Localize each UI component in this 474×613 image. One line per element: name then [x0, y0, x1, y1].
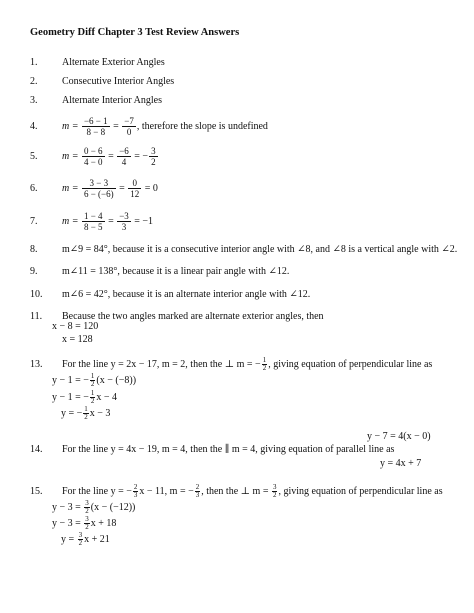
answer-8: 8. m∠9 = 84°, because it is a consecutive interior angle with ∠8, and ∠8 is a vertical angle with ∠2. — [30, 244, 458, 255]
answer-10: 10. m∠6 = 42°, because it is an alternate interior angle with ∠12. — [30, 289, 311, 300]
answer-14: 14. For the line y = 4x − 19, m = 4, then the ∥ m = 4, giving equation of parallel line as — [30, 444, 395, 455]
equation-line: y = − $\frac{1}{2}$ x − 3 — [61, 405, 111, 421]
fraction: $\frac{-3}{3}$ — [119, 211, 129, 232]
equation-line: y = 4x + 7 — [380, 458, 422, 469]
fraction: $\frac{0}{12}$ — [130, 178, 140, 199]
fraction: $\frac{1 - 4}{8 - 5}$ — [83, 211, 103, 232]
page-title: Geometry Diff Chapter 3 Test Review Answers — [30, 27, 240, 38]
answer-2: 2. Consecutive Interior Angles — [30, 76, 175, 87]
equation-line: y − 1 = − $\frac{1}{2}$ x − 4 — [52, 389, 118, 405]
equation-line: y − 1 = − $\frac{1}{2}$ (x − (−8)) — [52, 372, 137, 388]
equation-line: y − 3 = $\frac{3}{2}$ x + 18 — [52, 515, 117, 531]
fraction: $\frac{3}{2}$ — [272, 483, 277, 499]
fraction: $\frac{-6 - 1}{8 - 8}$ — [83, 116, 108, 137]
answer-6: 6. m = $\frac{3 - 3}{6 - (-6)}$ = $\frac{0}{12}$ = 0 — [30, 178, 158, 199]
fraction: $\frac{1}{2}$ — [90, 372, 95, 388]
answer-13: 13. For the line y = 2x − 17, m = 2, then the ⊥ m = − $\frac{1}{2}$ , giving equation of perpendicular line as — [30, 356, 433, 372]
answer-5: 5. m = $\frac{0 - 6}{4 - 0}$ = $\frac{-6}{4}$ = − $\frac{3}{2}$ — [30, 146, 156, 167]
fraction: $\frac{-6}{4}$ — [119, 146, 129, 167]
answer-15: 15. For the line y = − $\frac{2}{3}$ x − 11, m = − $\frac{2}{3}$ , then the ⊥ m = $\frac{3}{2}$ , giving equation of perpendicular line as — [30, 483, 443, 499]
equation-line: y = $\frac{3}{2}$ x + 21 — [61, 531, 110, 547]
fraction: $\frac{-7}{0}$ — [124, 116, 134, 137]
equation-line: x − 8 = 120 — [52, 321, 99, 332]
fraction: $\frac{3 - 3}{6 - (-6)}$ — [83, 178, 114, 199]
fraction: $\frac{3}{2}$ — [78, 531, 83, 547]
fraction: $\frac{3}{2}$ — [151, 146, 156, 167]
answer-9: 9. m∠11 = 138°, because it is a linear pair angle with ∠12. — [30, 266, 290, 277]
fraction: $\frac{2}{3}$ — [195, 483, 200, 499]
answer-4: 4. m = $\frac{-6 - 1}{8 - 8}$ = $\frac{-7}{0}$ , therefore the slope is undefined — [30, 116, 268, 137]
fraction: $\frac{0 - 6}{4 - 0}$ — [83, 146, 103, 167]
equation-line: x = 128 — [62, 334, 93, 345]
answer-11: 11. Because the two angles marked are alternate exterior angles, then — [30, 311, 324, 322]
fraction: $\frac{1}{2}$ — [262, 356, 267, 372]
fraction: $\frac{1}{2}$ — [90, 389, 95, 405]
fraction: $\frac{3}{2}$ — [85, 515, 89, 531]
fraction: $\frac{3}{2}$ — [85, 499, 89, 515]
equation-line: y − 7 = 4(x − 0) — [367, 431, 431, 442]
fraction: $\frac{1}{2}$ — [84, 405, 88, 421]
equation-line: y − 3 = $\frac{3}{2}$ (x − (−12)) — [52, 499, 136, 515]
fraction: $\frac{2}{3}$ — [133, 483, 138, 499]
answer-3: 3. Alternate Interior Angles — [30, 95, 162, 106]
answer-1: 1. Alternate Exterior Angles — [30, 57, 165, 68]
answer-7: 7. m = $\frac{1 - 4}{8 - 5}$ = $\frac{-3}{3}$ = −1 — [30, 211, 154, 232]
